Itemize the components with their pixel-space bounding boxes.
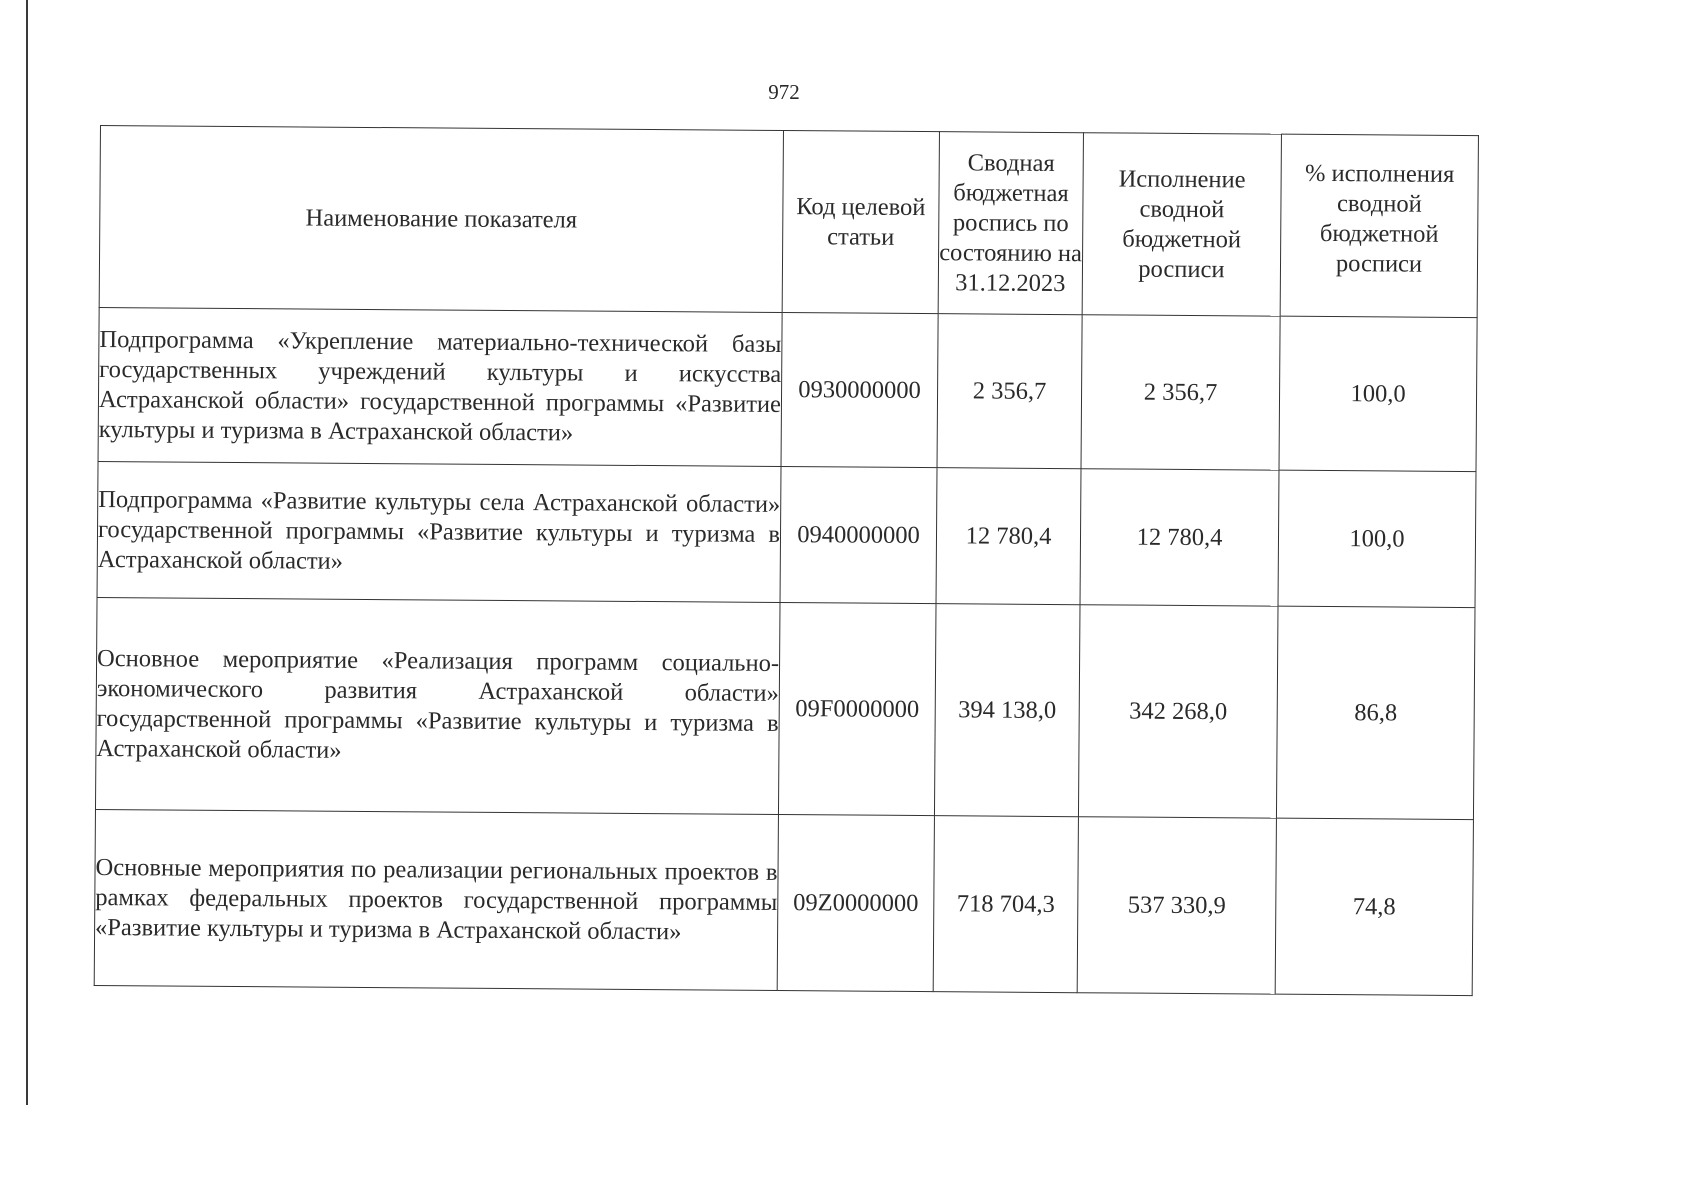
row-budget-execution: 12 780,4 xyxy=(1080,469,1279,606)
header-budget-execution: Исполнение сводной бюджетной росписи xyxy=(1082,133,1281,316)
header-target-code: Код целевой статьи xyxy=(782,131,939,314)
row-budget-execution: 342 268,0 xyxy=(1078,605,1278,818)
budget-execution-table xyxy=(94,125,1479,996)
row-indicator-name: Подпрограмма «Развитие культуры села Астраханской области» государственной программы «Развитие культуры и туризма в Астраханской области» xyxy=(97,461,781,602)
row-target-code: 09F0000000 xyxy=(778,602,936,815)
row-execution-percent: 100,0 xyxy=(1279,316,1477,471)
page-number: 972 xyxy=(768,80,800,104)
scan-edge-line xyxy=(26,0,28,1105)
table-row xyxy=(94,809,1473,995)
row-execution-percent: 100,0 xyxy=(1278,470,1476,607)
row-execution-percent: 86,8 xyxy=(1276,606,1475,819)
header-budget-plan: Сводная бюджетная роспись по состоянию на 31.12.2023 xyxy=(938,132,1083,315)
row-execution-percent: 74,8 xyxy=(1275,818,1473,995)
row-indicator-name: Основные мероприятия по реализации региональных проектов в рамках федеральных проектов государственной программы «Развитие культуры и туризма в Астраханской области» xyxy=(94,809,778,990)
row-budget-plan: 394 138,0 xyxy=(934,604,1080,817)
header-indicator-name: Наименование показателя xyxy=(99,126,783,313)
row-target-code: 0940000000 xyxy=(780,467,937,604)
row-budget-execution: 2 356,7 xyxy=(1081,315,1280,470)
table-row xyxy=(95,597,1475,819)
row-budget-plan: 2 356,7 xyxy=(937,314,1082,469)
row-target-code: 0930000000 xyxy=(781,313,938,468)
table-row xyxy=(97,461,1476,607)
row-target-code: 09Z0000000 xyxy=(777,814,934,991)
row-indicator-name: Подпрограмма «Укрепление материально-технической базы государственных учреждений культуры и искусства Астраханской области» государственной программы «Развитие культуры и туризма в Астраханской области» xyxy=(98,307,782,466)
row-budget-execution: 537 330,9 xyxy=(1077,817,1276,994)
row-budget-plan: 718 704,3 xyxy=(933,816,1078,993)
row-indicator-name: Основное мероприятие «Реализация программ социально-экономического развития Астраханской области» государственной программы «Развитие культуры и туризма в Астраханской области» xyxy=(95,597,780,814)
table-header-row xyxy=(99,126,1478,318)
table-row xyxy=(98,307,1477,471)
header-execution-percent: % исполнения сводной бюджетной росписи xyxy=(1280,134,1478,317)
row-budget-plan: 12 780,4 xyxy=(936,468,1081,605)
